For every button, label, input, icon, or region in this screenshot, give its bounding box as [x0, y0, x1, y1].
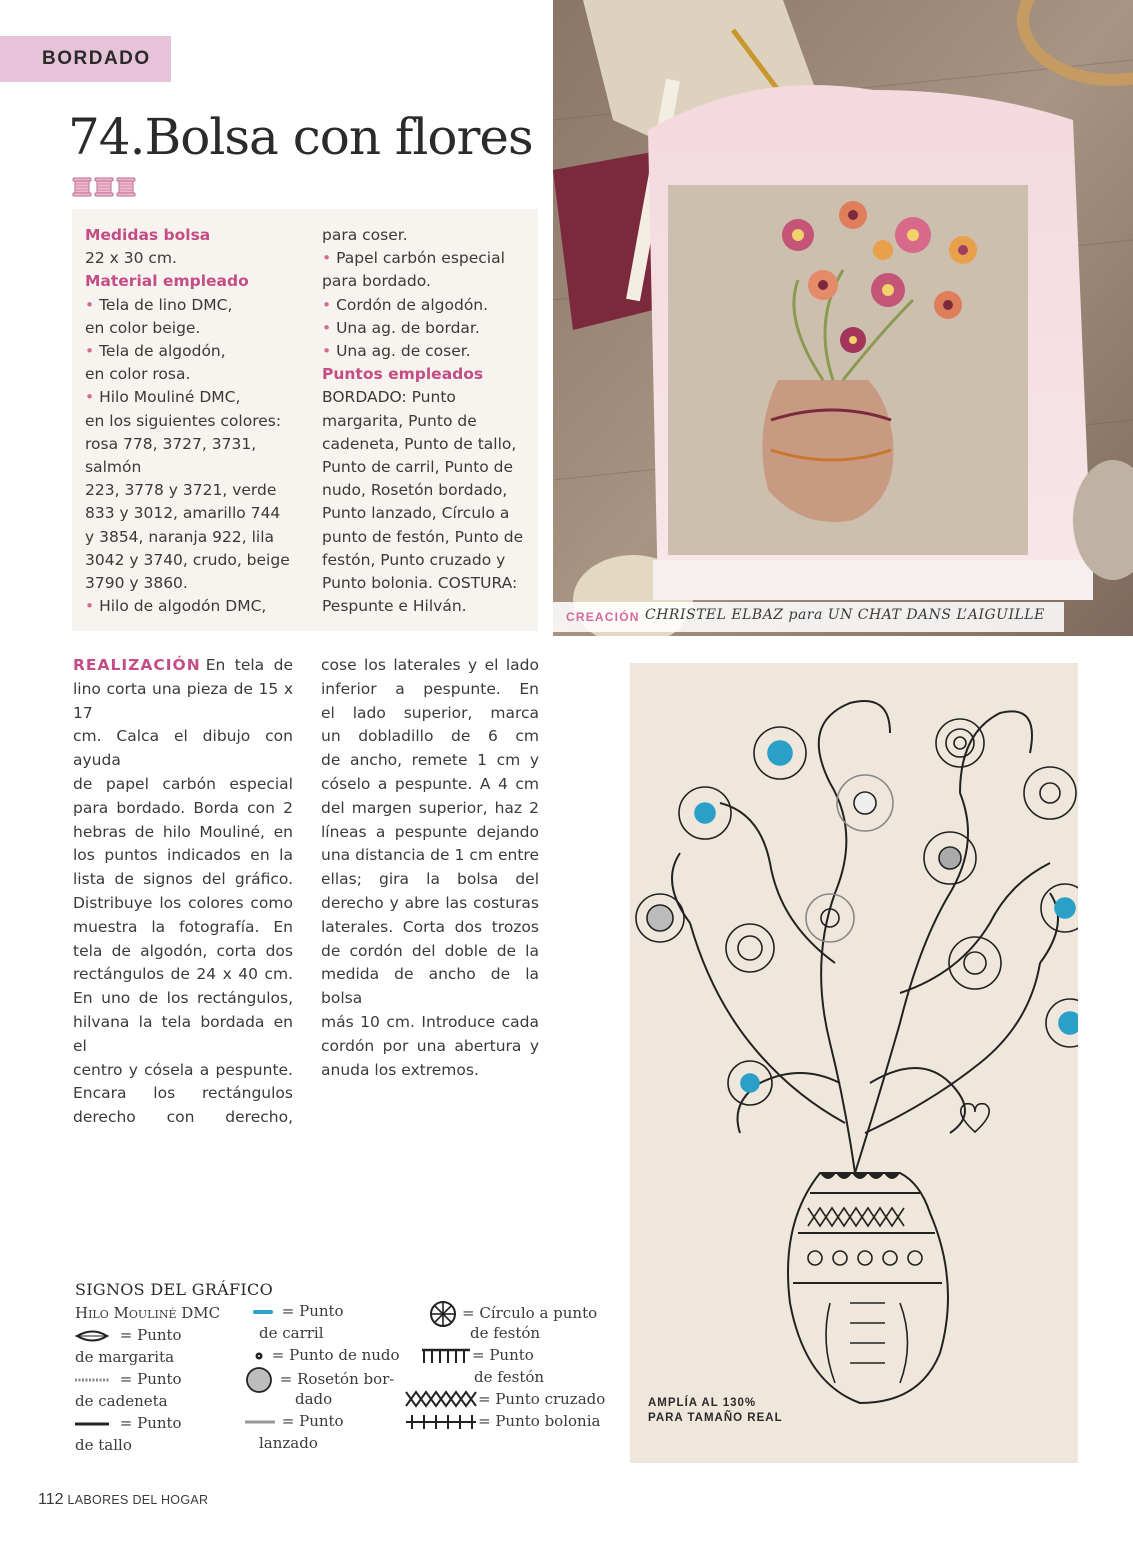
- difficulty-spools-icon: [72, 176, 136, 198]
- bullet-icon: •: [322, 249, 337, 268]
- materials-line: 3042 y 3740, crudo, beige: [85, 550, 290, 569]
- instructions-column-2: [321, 654, 539, 1082]
- instruction-line: lista de signos del gráfico.: [73, 870, 293, 889]
- instruction-line: un dobladillo de 6 cm: [321, 727, 539, 746]
- materials-heading: Puntos empleados: [322, 365, 484, 384]
- legend-straight-line-1: = Punto: [281, 1412, 344, 1430]
- bullet-icon: •: [322, 318, 337, 337]
- instructions-column-1: [73, 654, 293, 1130]
- materials-bullet-text: Tela de algodón,: [99, 342, 226, 361]
- publication-name: LABORES DEL HOGAR: [67, 1493, 209, 1507]
- materials-heading: Material empleado: [85, 272, 249, 291]
- legend-rosette-line-2: dado: [295, 1390, 333, 1408]
- legend-item-bologna: [404, 1410, 600, 1432]
- instruction-line: líneas a pespunte dejando: [321, 822, 539, 841]
- instruction-line: hebras de hilo Mouliné, en: [73, 822, 293, 841]
- materials-bullet-item: [85, 595, 305, 618]
- instruction-line: cóselo a pespunte. A 4 cm: [321, 774, 539, 793]
- instruction-line: de cordón del doble de la: [321, 941, 539, 960]
- instruction-text: En tela de: [205, 656, 293, 674]
- materials-line: en color rosa.: [85, 365, 191, 384]
- instruction-line: ellas; gira la bolsa del: [321, 870, 539, 889]
- bullet-icon: •: [85, 295, 100, 314]
- materials-line: nudo, Rosetón bordado,: [322, 481, 508, 500]
- legend-rail-line-2: de carril: [259, 1324, 324, 1342]
- instruction-line: de papel carbón especial: [73, 774, 293, 793]
- legend-rosette-line-1: = Rosetón bor-: [279, 1370, 395, 1388]
- instruction-line: tela de algodón, corta dos: [73, 941, 293, 960]
- instruction-line: hilvana la tela bordada en el: [73, 1012, 293, 1055]
- materials-bullet-item: [322, 340, 534, 363]
- legend-item-knot: [253, 1344, 400, 1366]
- instruction-line: cm. Calca el dibujo con ayuda: [73, 727, 293, 770]
- materials-line: margarita, Punto de: [322, 411, 477, 430]
- materials-line: punto de festón, Punto de: [322, 527, 524, 546]
- materials-line: Punto lanzado, Círculo a: [322, 504, 510, 523]
- materials-bullet-text: Hilo de algodón DMC,: [99, 597, 267, 616]
- materials-line: Punto de carril, Punto de: [322, 458, 514, 477]
- materials-bullet-item: [85, 294, 305, 317]
- buttonhole-stitch-icon: [420, 1347, 472, 1365]
- materials-line: festón, Punto cruzado y: [322, 550, 506, 569]
- product-photo: [553, 0, 1133, 636]
- rail-stitch-icon: [253, 1307, 275, 1317]
- legend-item-daisy: [75, 1324, 182, 1368]
- credit-label: CREACIÓN: [566, 610, 640, 624]
- legend-straight-line-2: lanzado: [259, 1434, 318, 1452]
- section-tag-label: BORDADO: [42, 48, 151, 69]
- legend-item-rail: [253, 1300, 344, 1344]
- instruction-line: Distribuye los colores como: [73, 893, 293, 912]
- materials-line: rosa 778, 3727, 3731, salmón: [85, 434, 257, 477]
- materials-bullet-item: [85, 340, 305, 363]
- embroidery-pattern: [630, 663, 1078, 1463]
- materials-heading: Medidas bolsa: [85, 226, 211, 244]
- materials-bullet-text: Papel carbón especial: [336, 249, 505, 268]
- bullet-icon: •: [322, 342, 337, 361]
- materials-bullet-item: [322, 247, 534, 270]
- materials-line: para bordado.: [322, 272, 431, 291]
- materials-column-1: [85, 224, 305, 618]
- instruction-line: Encara los rectángulos: [73, 1084, 293, 1103]
- instruction-line: cose los laterales y el lado: [321, 656, 539, 674]
- legend-daisy-line-1: = Punto: [119, 1326, 182, 1344]
- daisy-stitch-icon: [75, 1329, 111, 1343]
- materials-bullet-item: [322, 294, 534, 317]
- rosette-icon: [245, 1366, 275, 1394]
- legend-item-straight: [245, 1410, 344, 1454]
- instruction-line: derecho y abre las costuras: [321, 893, 539, 912]
- bullet-icon: •: [85, 388, 100, 407]
- materials-bullet-item: [322, 317, 534, 340]
- materials-line: Pespunte e Hilván.: [322, 597, 467, 616]
- materials-bullet-item: [85, 386, 305, 409]
- materials-bullet-text: Cordón de algodón.: [336, 295, 489, 314]
- materials-line: 833 y 3012, amarillo 744: [85, 504, 281, 523]
- legend-buttonhole-line-2: de festón: [474, 1368, 545, 1386]
- materials-bullet-text: Hilo Mouliné DMC,: [99, 388, 241, 407]
- legend-item-rosette: [245, 1366, 394, 1410]
- instruction-line: de ancho, remete 1 cm y: [321, 751, 539, 770]
- legend-item-cross: [404, 1388, 605, 1410]
- materials-line: 3790 y 3860.: [85, 574, 188, 593]
- legend-bologna-line-1: = Punto bolonia: [478, 1412, 601, 1430]
- credit-text: CHRISTEL ELBAZ para UN CHAT DANS L’AIGUILLE: [645, 607, 1045, 623]
- materials-line: Punto bolonia. COSTURA:: [322, 574, 518, 593]
- legend-knot-line-1: = Punto de nudo: [271, 1346, 400, 1364]
- materials-bullet-text: Una ag. de bordar.: [336, 318, 480, 337]
- straight-stitch-icon: [245, 1417, 277, 1427]
- instruction-line: más 10 cm. Introduce cada: [321, 1012, 539, 1031]
- legend-title: SIGNOS DEL GRÁFICO: [75, 1280, 274, 1299]
- legend-buttonhole-line-1: = Punto: [472, 1346, 534, 1364]
- legend-chain-line-1: = Punto: [119, 1370, 182, 1388]
- legend-cross-line-1: = Punto cruzado: [478, 1390, 606, 1408]
- section-tag: [0, 36, 171, 82]
- buttonhole-circle-icon: [428, 1300, 462, 1328]
- knot-stitch-icon: [253, 1351, 267, 1361]
- instructions-lead: REALIZACIÓN: [73, 656, 201, 674]
- bologna-stitch-icon: [404, 1412, 478, 1432]
- instruction-line: derecho con derecho,: [73, 1108, 293, 1127]
- materials-bullet-text: Una ag. de coser.: [336, 342, 471, 361]
- legend-buttonhole-circle-line-1: = Círculo a punto: [462, 1304, 598, 1322]
- instruction-line: del margen superior, haz 2: [321, 798, 539, 817]
- instruction-line: [73, 654, 293, 678]
- legend-chain-line-2: de cadeneta: [75, 1392, 168, 1410]
- materials-line: en color beige.: [85, 318, 201, 337]
- materials-line: BORDADO: Punto: [322, 388, 456, 407]
- legend-buttonhole-circle-line-2: de festón: [470, 1324, 541, 1342]
- scale-note-line-1: AMPLÍA AL 130%: [648, 1397, 757, 1409]
- instruction-line: muestra la fotografía. En: [73, 917, 293, 936]
- scale-note-line-2: PARA TAMAÑO REAL: [648, 1412, 783, 1424]
- page-footer: [38, 1491, 208, 1509]
- materials-line: 22 x 30 cm.: [85, 249, 177, 268]
- materials-line: para coser.: [322, 226, 408, 244]
- instruction-line: cordón por una abertura y: [321, 1036, 539, 1055]
- instruction-line: rectángulos de 24 x 40 cm.: [73, 965, 293, 984]
- legend-item-chain: [75, 1368, 182, 1412]
- legend-daisy-line-2: de margarita: [75, 1348, 175, 1366]
- bullet-icon: •: [85, 342, 100, 361]
- legend-item-stem: [75, 1412, 182, 1456]
- materials-line: 223, 3778 y 3721, verde: [85, 481, 277, 500]
- materials-line: en los siguientes colores:: [85, 411, 282, 430]
- instruction-line: En uno de los rectángulos,: [73, 989, 293, 1008]
- scale-note: [648, 1396, 783, 1426]
- legend-stem-line-2: de tallo: [75, 1436, 132, 1454]
- legend-stem-line-1: = Punto: [119, 1414, 182, 1432]
- materials-line: cadeneta, Punto de tallo,: [322, 434, 517, 453]
- instruction-line: medida de ancho de la bolsa: [321, 965, 539, 1008]
- legend-subtitle: Hilo Mouliné DMC: [75, 1304, 221, 1322]
- materials-bullet-text: Tela de lino DMC,: [99, 295, 233, 314]
- cross-stitch-icon: [404, 1390, 478, 1410]
- page-title: 74.Bolsa con flores: [68, 108, 533, 166]
- instruction-line: una distancia de 1 cm entre: [321, 846, 539, 865]
- stem-stitch-icon: [75, 1419, 111, 1429]
- legend-item-buttonhole-circle: [428, 1300, 597, 1344]
- bullet-icon: •: [322, 295, 337, 314]
- materials-column-2: [322, 224, 534, 618]
- legend-rail-line-1: = Punto: [281, 1302, 344, 1320]
- bullet-icon: •: [85, 597, 100, 616]
- page-number: 112: [38, 1491, 64, 1508]
- chain-stitch-icon: [75, 1375, 111, 1385]
- instruction-line: lino corta una pieza de 15 x 17: [73, 679, 293, 722]
- photo-credit: [553, 602, 1064, 632]
- instruction-line: inferior a pespunte. En: [321, 679, 539, 698]
- instruction-line: el lado superior, marca: [321, 703, 539, 722]
- instruction-line: centro y cósela a pespunte.: [73, 1060, 293, 1079]
- instruction-line: laterales. Corta dos trozos: [321, 917, 539, 936]
- instruction-line: los puntos indicados en la: [73, 846, 293, 865]
- instruction-line: para bordado. Borda con 2: [73, 798, 293, 817]
- instruction-line: anuda los extremos.: [321, 1060, 479, 1079]
- materials-line: y 3854, naranja 922, lila: [85, 527, 275, 546]
- legend-item-buttonhole: [420, 1344, 544, 1388]
